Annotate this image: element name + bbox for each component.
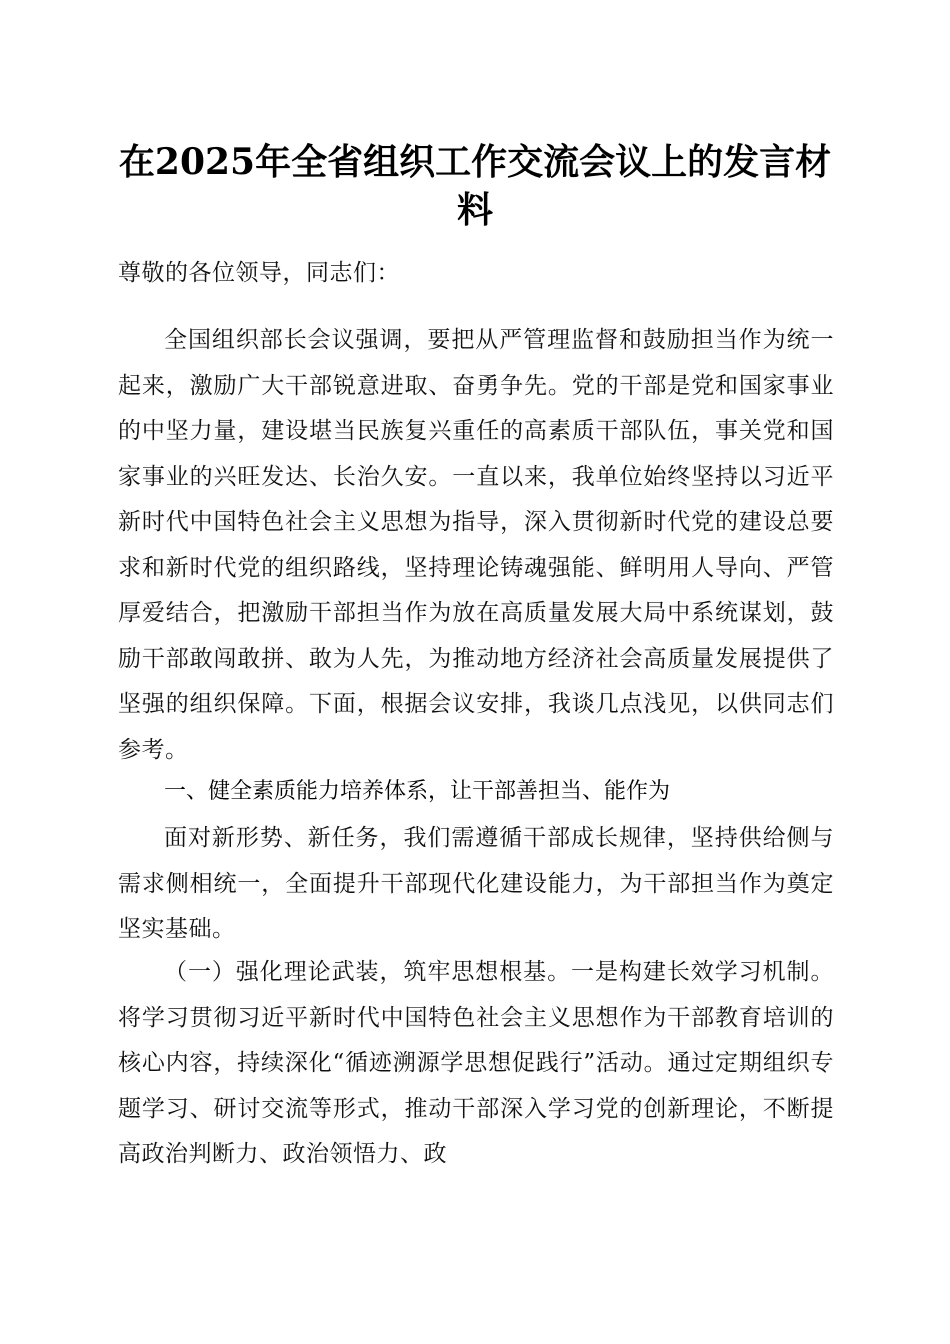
section-1-intro-paragraph: 面对新形势、新任务，我们需遵循干部成长规律，坚持供给侧与需求侧相统一，全面提升干部现代化建设能力，为干部担当作为奠定坚实基础。: [118, 825, 834, 942]
intro-paragraph: 全国组织部长会议强调，要把从严管理监督和鼓励担当作为统一起来，激励广大干部锐意进取、奋勇争先。党的干部是党和国家事业的中坚力量，建设堪当民族复兴重任的高素质干部队伍，事关党和国家事业的兴旺发达、长治久安。一直以来，我单位始终坚持以习近平新时代中国特色社会主义思想为指导，深入贯彻新时代党的建设总要求和新时代党的组织路线，坚持理论铸魂强能、鲜明用人导向、严管厚爱结合，把激励干部担当作为放在高质量发展大局中系统谋划，鼓励干部敢闯敢拼、敢为人先，为推动地方经济社会高质量发展提供了坚强的组织保障。下面，根据会议安排，我谈几点浅见，以供同志们参考。: [118, 327, 834, 763]
section-heading-1: 一、健全素质能力培养体系，让干部善担当、能作为: [164, 779, 671, 804]
document-title: 在2025年全省组织工作交流会议上的发言材料: [118, 141, 832, 231]
section-1-item-1-paragraph: （一）强化理论武装，筑牢思想根基。一是构建长效学习机制。将学习贯彻习近平新时代中国特色社会主义思想作为干部教育培训的核心内容，持续深化“循迹溯源学思想促践行”活动。通过定期组织专题学习、研讨交流等形式，推动干部深入学习党的创新理论，不断提高政治判断力、政治领悟力、政: [118, 959, 834, 1167]
salutation: 尊敬的各位领导，同志们：: [118, 260, 400, 286]
